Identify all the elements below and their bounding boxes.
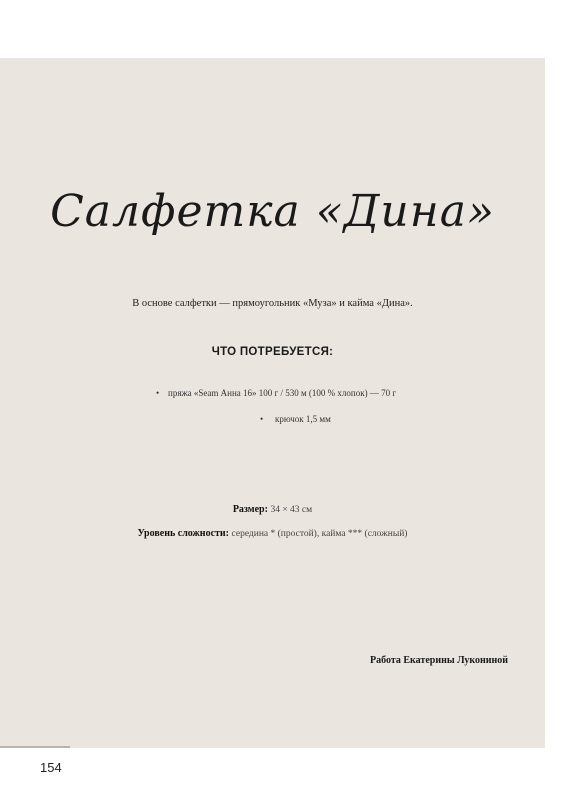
footer-rule (0, 746, 70, 748)
page-sheet (0, 58, 545, 775)
size-label: Размер: (232, 504, 268, 515)
size-spec (0, 504, 545, 515)
intro-text: В основе салфетки — прямоугольник «Муза» и кайма «Дина». (132, 298, 413, 309)
page-number: 154 (40, 760, 62, 775)
difficulty-value: серединa * (простой), кайма *** (сложный) (231, 529, 408, 539)
material-yarn: пряжа «Seam Анна 16» 100 г / 530 м (100 % хлопок) — 70 г (168, 388, 397, 398)
list-item (150, 414, 470, 440)
size-value: 34 × 43 см (270, 505, 313, 515)
materials-heading: ЧТО ПОТРЕБУЕТСЯ: (211, 346, 334, 358)
author-credit: Работа Екатерины Лукониной (370, 655, 509, 666)
materials-list (150, 388, 470, 440)
difficulty-spec (0, 528, 545, 539)
page-title: Салфетка «Дина» (50, 186, 495, 237)
material-hook: крючок 1,5 мм (275, 414, 331, 424)
bullet-icon: • (260, 414, 264, 424)
bullet-icon: • (156, 388, 160, 398)
difficulty-label: Уровень сложности: (137, 528, 230, 539)
list-item (150, 388, 470, 414)
